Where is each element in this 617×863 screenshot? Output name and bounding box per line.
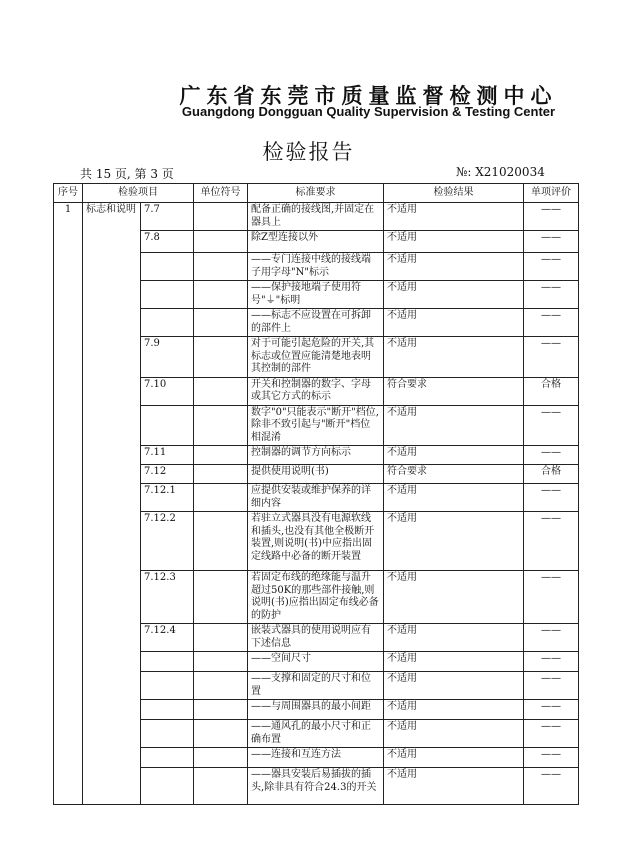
- cell-category: 标志和说明: [83, 203, 141, 805]
- cell-result: 不适用: [384, 203, 524, 231]
- cell-result: 不适用: [384, 337, 524, 378]
- org-name-en: Guangdong Dongguan Quality Supervision & Testing Center: [181, 104, 556, 119]
- cell-clause: [141, 720, 194, 748]
- cell-requirement: ——器具安装后易插拔的插头,除非具有符合24.3的开关: [248, 768, 384, 805]
- cell-requirement: 若固定布线的绝缘能与温升超过50K的那些部件接触,则说明(书)应指出固定布线必备的防护: [248, 571, 384, 624]
- cell-result: 不适用: [384, 309, 524, 337]
- cell-unit: [194, 700, 248, 720]
- cell-requirement: 提供使用说明(书): [248, 465, 384, 484]
- col-header-result: 检验结果: [384, 184, 524, 203]
- cell-result: 符合要求: [384, 465, 524, 484]
- cell-unit: [194, 748, 248, 768]
- table-body: [54, 203, 579, 805]
- cell-result: 不适用: [384, 405, 524, 446]
- cell-clause: 7.12.4: [141, 624, 194, 652]
- cell-evaluation: ——: [524, 446, 579, 465]
- cell-result: 不适用: [384, 768, 524, 805]
- cell-clause: 7.12: [141, 465, 194, 484]
- cell-evaluation: ——: [524, 253, 579, 281]
- cell-evaluation: ——: [524, 748, 579, 768]
- cell-requirement: ——标志不应设置在可拆卸的部件上: [248, 309, 384, 337]
- cell-clause: 7.9: [141, 337, 194, 378]
- cell-clause: [141, 672, 194, 700]
- cell-unit: [194, 720, 248, 748]
- table-header-row: [54, 184, 579, 203]
- cell-unit: [194, 672, 248, 700]
- cell-evaluation: ——: [524, 231, 579, 253]
- cell-requirement: 若驻立式器具没有电源软线和插头,也没有其他全极断开装置,则说明(书)中应指出固定线路中必备的断开装置: [248, 512, 384, 571]
- cell-clause: [141, 405, 194, 446]
- cell-clause: [141, 253, 194, 281]
- cell-seq: 1: [54, 203, 83, 805]
- cell-result: 不适用: [384, 484, 524, 512]
- cell-evaluation: ——: [524, 337, 579, 378]
- cell-clause: 7.7: [141, 203, 194, 231]
- cell-requirement: 除Z型连接以外: [248, 231, 384, 253]
- cell-unit: [194, 571, 248, 624]
- cell-unit: [194, 281, 248, 309]
- cell-requirement: 数字"0"只能表示"断开"档位,除非不致引起与"断开"档位相混淆: [248, 405, 384, 446]
- cell-evaluation: ——: [524, 281, 579, 309]
- results-table: [53, 183, 579, 805]
- cell-requirement: ——连接和互连方法: [248, 748, 384, 768]
- cell-clause: 7.12.1: [141, 484, 194, 512]
- col-header-unit: 单位符号: [194, 184, 248, 203]
- cell-unit: [194, 253, 248, 281]
- cell-unit: [194, 203, 248, 231]
- cell-evaluation: ——: [524, 571, 579, 624]
- cell-unit: [194, 377, 248, 405]
- cell-result: 不适用: [384, 652, 524, 672]
- cell-unit: [194, 231, 248, 253]
- cell-unit: [194, 309, 248, 337]
- cell-result: 不适用: [384, 446, 524, 465]
- cell-evaluation: ——: [524, 512, 579, 571]
- cell-unit: [194, 446, 248, 465]
- org-name-cn: 广东省东莞市质量监督检测中心: [179, 84, 558, 108]
- cell-requirement: 控制器的调节方向标示: [248, 446, 384, 465]
- cell-requirement: ——专门连接中线的接线端子用字母"N"标示: [248, 253, 384, 281]
- table-row: [54, 203, 579, 231]
- cell-result: 不适用: [384, 512, 524, 571]
- cell-clause: 7.10: [141, 377, 194, 405]
- cell-unit: [194, 512, 248, 571]
- cell-clause: [141, 309, 194, 337]
- cell-unit: [194, 652, 248, 672]
- cell-result: 不适用: [384, 700, 524, 720]
- col-header-evaluation: 单项评价: [524, 184, 579, 203]
- cell-clause: [141, 748, 194, 768]
- cell-clause: [141, 652, 194, 672]
- report-number: №: X21020034: [456, 165, 545, 179]
- cell-unit: [194, 465, 248, 484]
- cell-clause: [141, 768, 194, 805]
- cell-requirement: 开关和控制器的数字、字母或其它方式的标示: [248, 377, 384, 405]
- cell-clause: 7.12.2: [141, 512, 194, 571]
- cell-requirement: ——支撑和固定的尺寸和位置: [248, 672, 384, 700]
- cell-clause: [141, 700, 194, 720]
- cell-result: 符合要求: [384, 377, 524, 405]
- cell-result: 不适用: [384, 571, 524, 624]
- cell-evaluation: ——: [524, 652, 579, 672]
- cell-evaluation: ——: [524, 405, 579, 446]
- cell-unit: [194, 624, 248, 652]
- cell-result: 不适用: [384, 281, 524, 309]
- col-header-requirement: 标准要求: [248, 184, 384, 203]
- cell-clause: 7.8: [141, 231, 194, 253]
- cell-evaluation: ——: [524, 484, 579, 512]
- cell-requirement: ——通风孔的最小尺寸和正确布置: [248, 720, 384, 748]
- cell-unit: [194, 337, 248, 378]
- page-info: 共 15 页, 第 3 页: [80, 167, 174, 181]
- cell-result: 不适用: [384, 720, 524, 748]
- cell-result: 不适用: [384, 748, 524, 768]
- cell-clause: 7.12.3: [141, 571, 194, 624]
- cell-requirement: ——空间尺寸: [248, 652, 384, 672]
- cell-requirement: 应提供安装或维护保养的详细内容: [248, 484, 384, 512]
- cell-requirement: ——保护接地端子使用符号"⏚"标明: [248, 281, 384, 309]
- cell-evaluation: ——: [524, 309, 579, 337]
- cell-requirement: 嵌装式器具的使用说明应有下述信息: [248, 624, 384, 652]
- cell-unit: [194, 405, 248, 446]
- cell-unit: [194, 484, 248, 512]
- cell-result: 不适用: [384, 253, 524, 281]
- cell-evaluation: ——: [524, 720, 579, 748]
- cell-evaluation: 合格: [524, 465, 579, 484]
- cell-clause: [141, 281, 194, 309]
- cell-result: 不适用: [384, 624, 524, 652]
- cell-requirement: 配备正确的接线图,并固定在器具上: [248, 203, 384, 231]
- cell-requirement: ——与周围器具的最小间距: [248, 700, 384, 720]
- cell-requirement: 对于可能引起危险的开关,其标志或位置应能清楚地表明其控制的部件: [248, 337, 384, 378]
- cell-evaluation: 合格: [524, 377, 579, 405]
- cell-clause: 7.11: [141, 446, 194, 465]
- cell-evaluation: ——: [524, 768, 579, 805]
- report-title: 检验报告: [262, 140, 355, 164]
- col-header-seq: 序号: [54, 184, 83, 203]
- cell-result: 不适用: [384, 672, 524, 700]
- col-header-item: 检验项目: [83, 184, 194, 203]
- cell-unit: [194, 768, 248, 805]
- cell-evaluation: ——: [524, 672, 579, 700]
- cell-evaluation: ——: [524, 624, 579, 652]
- cell-evaluation: ——: [524, 203, 579, 231]
- cell-evaluation: ——: [524, 700, 579, 720]
- cell-result: 不适用: [384, 231, 524, 253]
